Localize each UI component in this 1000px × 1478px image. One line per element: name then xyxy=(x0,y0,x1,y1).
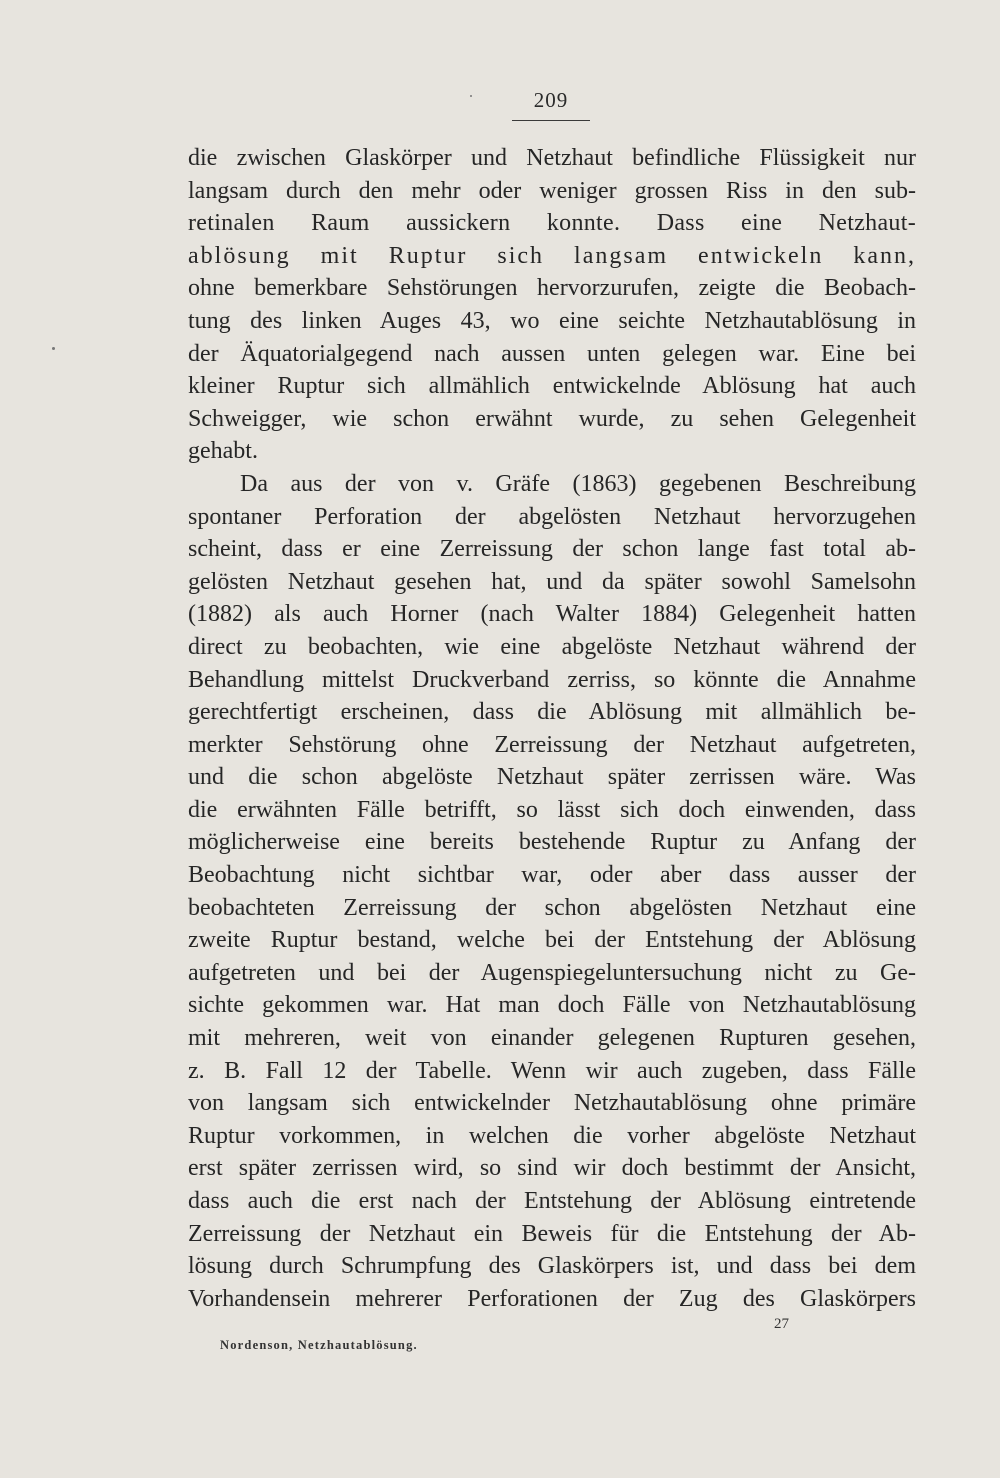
text-line: retinalen Raum aussickern konnte. Dass eine Netzhaut- xyxy=(188,210,916,237)
text-line: (1882) als auch Horner (nach Walter 1884) Gelegenheit hatten xyxy=(188,601,916,628)
text-line: die zwischen Glaskörper und Netzhaut befindliche Flüssigkeit nur xyxy=(188,145,916,171)
text-line: mit mehreren, weit von einander gelegenen Rupturen gesehen, xyxy=(188,1025,916,1052)
text-line: und die schon abgelöste Netzhaut später zerrissen wäre. Was xyxy=(188,764,916,791)
text-line: direct zu beobachten, wie eine abgelöste Netzhaut während der xyxy=(188,633,916,660)
text-line: scheint, dass er eine Zerreissung der schon lange fast total ab- xyxy=(188,536,916,563)
printer-signature: Nordenson, Netzhautablösung. xyxy=(220,1338,418,1352)
text-line: zweite Ruptur bestand, welche bei der Entstehung der Ablösung xyxy=(188,927,916,954)
text-line: z. B. Fall 12 der Tabelle. Wenn wir auch zugeben, dass Fälle xyxy=(188,1057,916,1084)
text-line: gerechtfertigt erscheinen, dass die Ablösung mit allmählich be- xyxy=(188,699,916,726)
text-line: sichte gekommen war. Hat man doch Fälle von Netzhautablösung xyxy=(188,992,916,1019)
text-line: von langsam sich entwickelnder Netzhautablösung ohne primäre xyxy=(188,1090,916,1117)
text-line: Da aus der von v. Gräfe (1863) gegebenen Beschreibung xyxy=(240,470,916,497)
text-line: beobachteten Zerreissung der schon abgelösten Netzhaut eine xyxy=(188,894,916,921)
print-speck xyxy=(470,95,472,97)
text-line: möglicherweise eine bereits bestehende Ruptur zu Anfang der xyxy=(188,829,916,856)
text-line: ohne bemerkbare Sehstörungen hervorzurufen, zeigte die Beobach- xyxy=(188,275,916,302)
text-line: ablösung mit Ruptur sich langsam entwickeln kann, xyxy=(188,242,916,269)
text-line: langsam durch den mehr oder weniger grossen Riss in den sub- xyxy=(188,177,916,204)
text-line: gehabt. xyxy=(188,438,258,465)
text-line: die erwähnten Fälle betrifft, so lässt sich doch einwenden, dass xyxy=(188,796,916,823)
text-line: der Äquatorialgegend nach aussen unten gelegen war. Eine bei xyxy=(188,340,916,367)
text-line: Zerreissung der Netzhaut ein Beweis für die Entstehung der Ab- xyxy=(188,1220,916,1247)
text-line: lösung durch Schrumpfung des Glaskörpers ist, und dass bei dem xyxy=(188,1253,916,1280)
text-line: merkter Sehstörung ohne Zerreissung der Netzhaut aufgetreten, xyxy=(188,731,916,758)
text-line: Schweigger, wie schon erwähnt wurde, zu sehen Gelegenheit xyxy=(188,405,916,432)
page-number: 209 xyxy=(533,88,569,112)
text-line: kleiner Ruptur sich allmählich entwickelnde Ablösung hat auch xyxy=(188,373,916,400)
text-line: spontaner Perforation der abgelösten Netzhaut hervorzugehen xyxy=(188,503,916,530)
text-line: erst später zerrissen wird, so sind wir doch bestimmt der Ansicht, xyxy=(188,1155,916,1182)
text-line: dass auch die erst nach der Entstehung der Ablösung eintretende xyxy=(188,1188,916,1214)
print-speck xyxy=(52,347,55,350)
text-line: Ruptur vorkommen, in welchen die vorher abgelöste Netzhaut xyxy=(188,1122,916,1149)
text-line: tung des linken Auges 43, wo eine seichte Netzhautablösung in xyxy=(188,307,916,334)
text-line: aufgetreten und bei der Augenspiegeluntersuchung nicht zu Ge- xyxy=(188,959,916,986)
text-line: gelösten Netzhaut gesehen hat, und da später sowohl Samelsohn xyxy=(188,568,916,595)
text-line: Behandlung mittelst Druckverband zerriss, so könnte die Annahme xyxy=(188,666,916,693)
body-text xyxy=(188,142,916,1315)
text-line: Vorhandensein mehrerer Perforationen der Zug des Glaskörpers xyxy=(188,1285,916,1312)
text-line: Beobachtung nicht sichtbar war, oder aber dass ausser der xyxy=(188,862,916,889)
sheet-mark: 27 xyxy=(774,1316,789,1332)
page-number-rule xyxy=(512,120,590,121)
